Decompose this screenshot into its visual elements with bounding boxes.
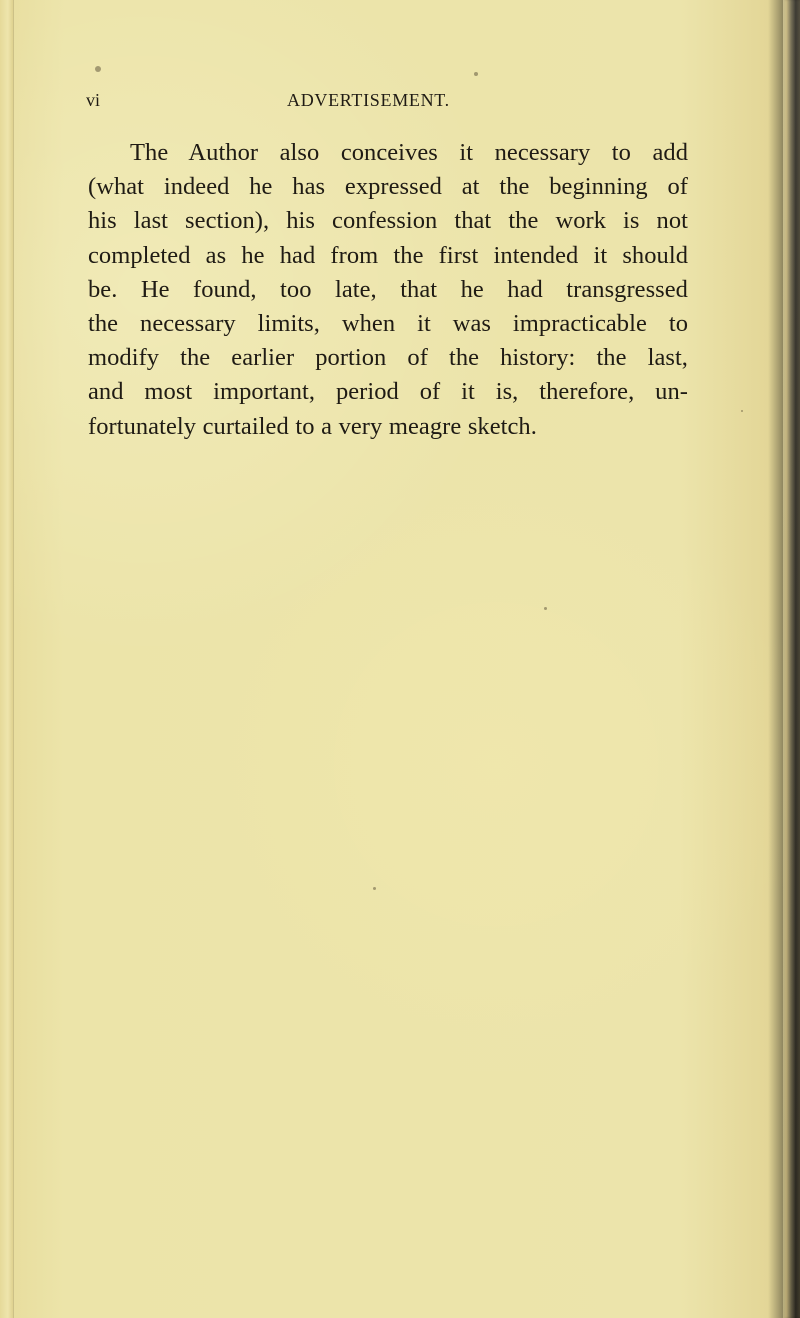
paper-speck [741,410,743,412]
ink-speck [95,66,101,72]
ink-speck [474,72,478,76]
paragraph-line: and most important, period of it is, therefore, un- [88,378,688,406]
paragraph-line: be. He found, too late, that he had transgressed [88,275,688,303]
running-head [86,86,526,114]
left-page-edge [0,0,14,1318]
running-title: ADVERTISEMENT. [287,90,450,110]
paragraph-line: (what indeed he has expressed at the beginning of [88,173,688,201]
paragraph-line: The Author also conceives it necessary to add [130,139,688,166]
paragraph-line: his last section), his confession that the work is not [88,207,688,235]
paragraph-line: completed as he had from the first intended it should [88,241,688,269]
paper-speck [544,607,547,610]
right-binding-shadow [783,0,800,1318]
advertisement-paragraph [88,136,688,444]
paragraph-line: fortunately curtailed to a very meagre sketch. [88,412,537,440]
paragraph-line: the necessary limits, when it was impracticable to [88,309,688,337]
page-number: vi [86,90,101,110]
paper-speck [373,887,376,890]
paragraph-line: modify the earlier portion of the history: the last, [88,344,688,372]
